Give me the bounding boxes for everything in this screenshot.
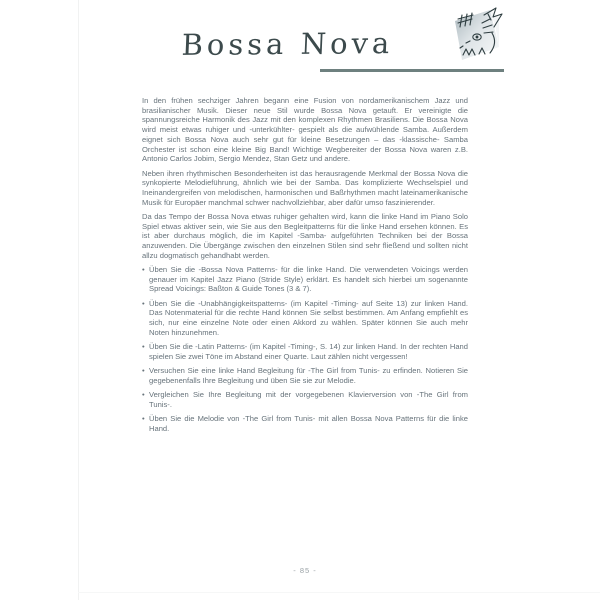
bullet-text: Üben Sie die Melodie von -The Girl from Tunis- mit allen Bossa Nova Patterns für die linke Hand. <box>149 414 468 433</box>
page-title: Bossa Nova <box>180 26 395 62</box>
page-edge-left <box>78 0 79 600</box>
bullet-text: Üben Sie die -Bossa Nova Patterns- für die linke Hand. Die verwendeten Voicings werden genauer im Kapitel Jazz Piano (Stride Style) erklärt. Es handelt sich hierbei um sogenannte Spread Voicings: Baßton & Guide Tones (3 & 7). <box>149 265 468 294</box>
paragraph: Da das Tempo der Bossa Nova etwas ruhiger gehalten wird, kann die linke Hand im Piano Solo Spiel etwas aktiver sein, wie Sie aus den Begleitpatterns für die linke Hand ersehen können. Es ist aber durchaus möglich, die im Kapitel -Samba- aufgeführten Techniken bei der Bossa anzuwenden. Die Übergänge zwischen den einzelnen Stilen sind sehr fließend und sollten nicht allzu dogmatisch gehandhabt werden. <box>142 211 468 260</box>
bullet-text: Vergleichen Sie Ihre Begleitung mit der vorgegebenen Klavierversion von -The Girl from Tunis-. <box>149 390 468 409</box>
bullet-list-item <box>142 366 468 385</box>
bullet-list-item <box>142 299 468 338</box>
body-text-column <box>142 96 468 438</box>
page-number: - 85 - <box>293 566 317 575</box>
abstract-ink-sketch-icon <box>446 5 506 65</box>
header-rule <box>320 69 504 72</box>
bullet-marker: • <box>142 414 145 424</box>
bullet-marker: • <box>142 265 145 275</box>
bullet-list-item <box>142 414 468 433</box>
bullet-text: Versuchen Sie eine linke Hand Begleitung für -The Girl from Tunis- zu erfinden. Notieren Sie gegebenenfalls Ihre Begleitung und üben Sie sie zur Melodie. <box>149 366 468 385</box>
bullet-text: Üben Sie die -Latin Patterns- (im Kapitel -Timing-, S. 14) zur linken Hand. In der rechten Hand spielen Sie zwei Töne im Abstand einer Quarte. Laut zählen nicht vergessen! <box>149 342 468 361</box>
bullet-list-item <box>142 342 468 361</box>
bullet-marker: • <box>142 298 145 308</box>
bullet-marker: • <box>142 390 145 400</box>
bullet-list <box>142 265 468 434</box>
paragraph: Neben ihren rhythmischen Besonderheiten ist das herausragende Merkmal der Bossa Nova die synkopierte Melodieführung, ähnlich wie bei der Samba. Das komplizierte Wechselspiel und Ineinandergreifen von melodischen, harmonischen und Baßrhythmen macht lateinamerikanische Musik für Europäer manchmal schwer nachvollziehbar, aber dafür umso faszinierender. <box>142 168 468 207</box>
bullet-list-item <box>142 390 468 409</box>
bullet-marker: • <box>142 366 145 376</box>
paragraph: In den frühen sechziger Jahren begann eine Fusion von nordamerikanischem Jazz und brasilianischer Musik. Dieser neue Stil wurde Bossa Nova getauft. Er vereinigte die spannungsreiche Harmonik des Jazz mit den komplexen Rhythmen Brasiliens. Die Bossa Nova wird meist etwas ruhiger und -unterkühlter- gespielt als die aufwühlende Samba. Außerdem eignet sich Bossa Nova auch sehr gut für kleine Besetzungen – das -klassische- Samba Orchester ist schon eine kleine Big Band! Wichtige Wegbereiter der Bossa Nova waren z.B. Antonio Carlos Jobim, Sergio Mendez, Stan Getz und andere. <box>142 96 468 164</box>
bullet-marker: • <box>142 342 145 352</box>
bullet-list-item <box>142 265 468 294</box>
bullet-text: Üben Sie die -Unabhängigkeitspatterns- (im Kapitel -Timing- auf Seite 13) zur linken Hand. Das Notenmaterial für die rechte Hand können Sie selbst bestimmen. Am Anfang empfiehlt es sich, nur eine einzelne Note oder einen Akkord zu wählen. Später können Sie auch mehr Noten hinzunehmen. <box>149 298 468 337</box>
page-edge-bottom <box>78 592 600 593</box>
paragraph-group <box>142 96 468 260</box>
